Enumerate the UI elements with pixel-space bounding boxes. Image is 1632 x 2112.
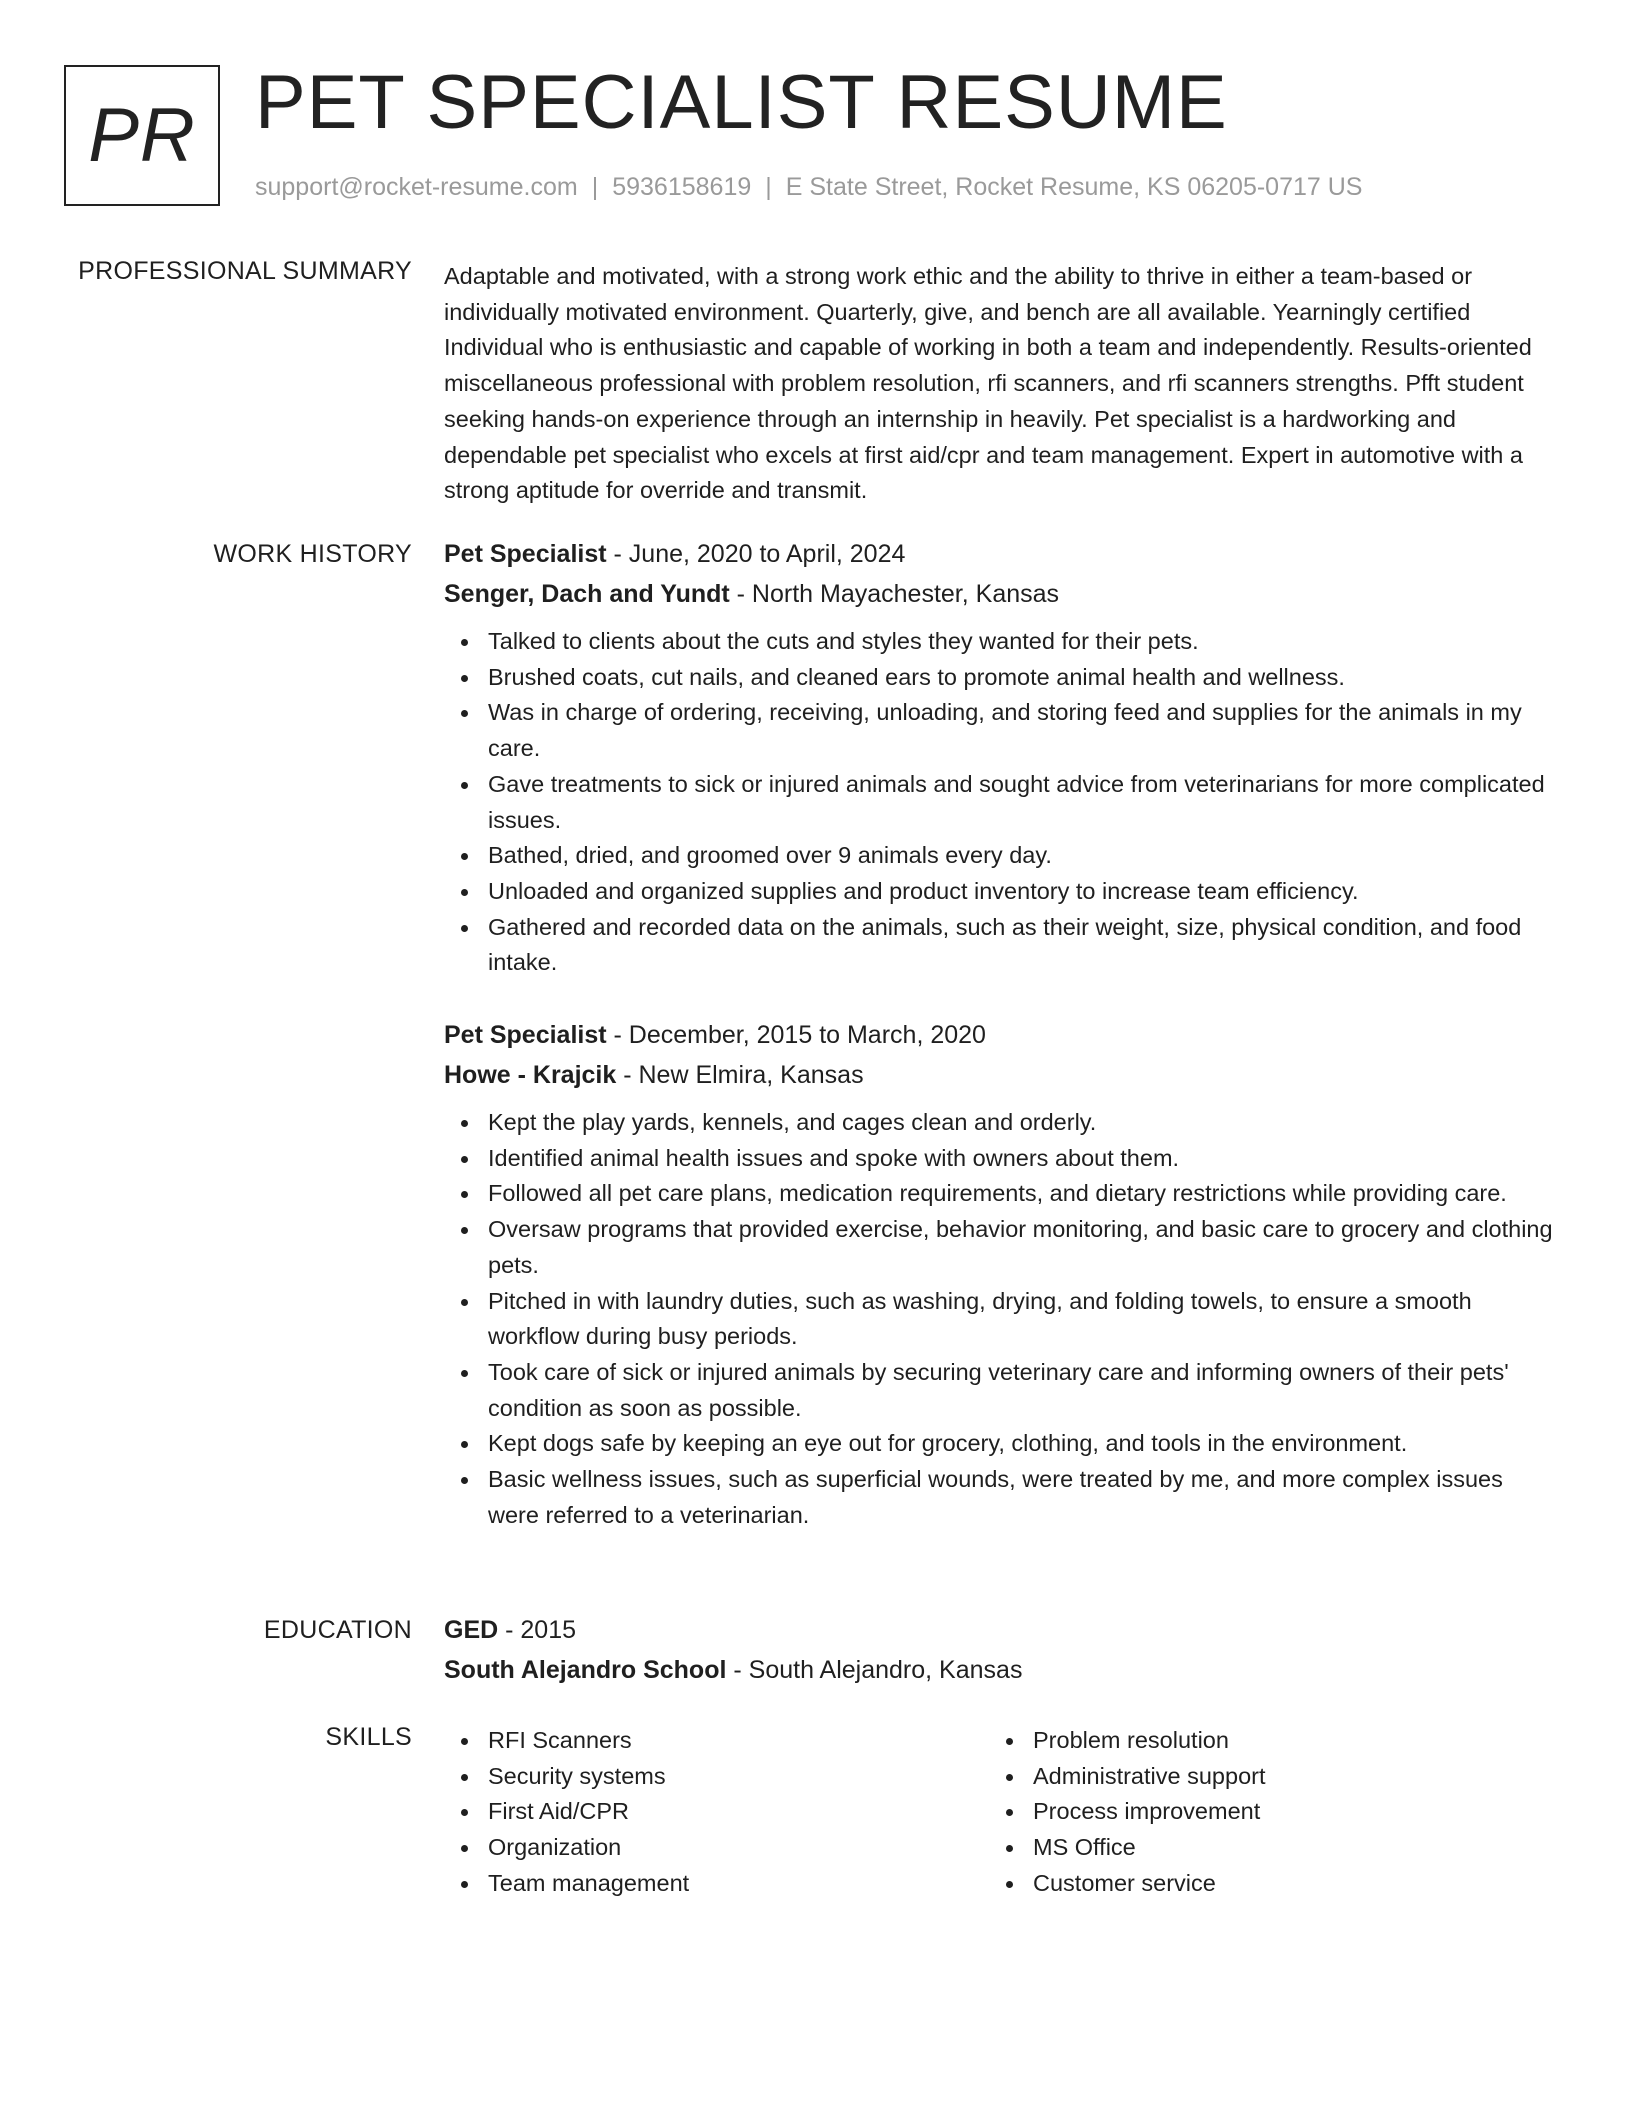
job-bullet: Kept dogs safe by keeping an eye out for grocery, clothing, and tools in the environment.	[488, 1426, 1559, 1462]
skills-body	[444, 1723, 1559, 1902]
job-title-line	[444, 1015, 1559, 1055]
contact-phone[interactable]: 5936158619	[612, 173, 752, 201]
job-bullet: Oversaw programs that provided exercise, behavior monitoring, and basic care to grocery and clothing pets.	[488, 1212, 1559, 1283]
skills-columns	[444, 1723, 1559, 1902]
skill-item: Customer service	[1033, 1866, 1534, 1902]
education-degree-line	[444, 1610, 1559, 1650]
job-bullet: Pitched in with laundry duties, such as washing, drying, and folding towels, to ensure a smooth workflow during busy periods.	[488, 1284, 1559, 1355]
job-bullet: Gave treatments to sick or injured animals and sought advice from veterinarians for more complicated issues.	[488, 767, 1559, 838]
job-dates: - June, 2020 to April, 2024	[606, 540, 906, 568]
skill-item: Team management	[488, 1866, 989, 1902]
job-location: - New Elmira, Kansas	[616, 1061, 864, 1090]
skill-item: Organization	[488, 1830, 989, 1866]
job-title-line	[444, 534, 1559, 574]
skill-item: First Aid/CPR	[488, 1794, 989, 1830]
skill-item: Security systems	[488, 1759, 989, 1795]
monogram-logo: PR	[64, 65, 220, 206]
job-bullet: Basic wellness issues, such as superficial wounds, were treated by me, and more complex issues were referred to a veterinarian.	[488, 1462, 1559, 1533]
contact-address: E State Street, Rocket Resume, KS 06205-0717 US	[785, 173, 1363, 201]
summary-body	[444, 259, 1559, 509]
education-year: - 2015	[498, 1616, 577, 1644]
contact-line	[255, 173, 1362, 202]
job-company: Senger, Dach and Yundt	[444, 580, 730, 608]
education-body	[444, 1610, 1559, 1690]
job-title: Pet Specialist	[444, 540, 607, 568]
resume-title: PET SPECIALIST RESUME	[255, 60, 1228, 145]
work-history-body	[444, 534, 1559, 1567]
job-bullet: Talked to clients about the cuts and styles they wanted for their pets.	[488, 624, 1559, 660]
contact-email[interactable]: support@rocket-resume.com	[255, 173, 578, 201]
job-bullet: Identified animal health issues and spoke with owners about them.	[488, 1141, 1559, 1177]
job-title: Pet Specialist	[444, 1021, 607, 1050]
section-label-skills: SKILLS	[325, 1723, 412, 1751]
job-bullet: Unloaded and organized supplies and product inventory to increase team efficiency.	[488, 874, 1559, 910]
job-entry	[444, 534, 1559, 981]
skill-item: Process improvement	[1033, 1794, 1534, 1830]
skill-item: Administrative support	[1033, 1759, 1534, 1795]
skills-list-left	[444, 1723, 989, 1902]
job-bullet: Took care of sick or injured animals by securing veterinary care and informing owners of their pets' condition as soon as possible.	[488, 1355, 1559, 1426]
job-location: - North Mayachester, Kansas	[729, 580, 1060, 608]
skill-item: MS Office	[1033, 1830, 1534, 1866]
job-bullet: Was in charge of ordering, receiving, unloading, and storing feed and supplies for the animals in my care.	[488, 695, 1559, 766]
job-bullet: Brushed coats, cut nails, and cleaned ears to promote animal health and wellness.	[488, 660, 1559, 696]
job-bullet: Bathed, dried, and groomed over 9 animals every day.	[488, 838, 1559, 874]
education-school-line	[444, 1650, 1559, 1690]
section-label-summary: PROFESSIONAL SUMMARY	[78, 257, 412, 285]
education-location: - South Alejandro, Kansas	[726, 1656, 1023, 1684]
education-school: South Alejandro School	[444, 1656, 727, 1684]
section-label-work-history: WORK HISTORY	[213, 540, 412, 568]
job-bullet: Gathered and recorded data on the animals, such as their weight, size, physical condition, and food intake.	[488, 910, 1559, 981]
job-bullets	[444, 624, 1559, 981]
job-bullets	[444, 1105, 1559, 1533]
skills-column-right	[989, 1723, 1534, 1902]
skills-list-right	[989, 1723, 1534, 1902]
skill-item: RFI Scanners	[488, 1723, 989, 1759]
job-entry	[444, 1015, 1559, 1533]
contact-separator: |	[591, 173, 599, 201]
skill-item: Problem resolution	[1033, 1723, 1534, 1759]
section-label-education: EDUCATION	[263, 1616, 412, 1644]
job-bullet: Kept the play yards, kennels, and cages clean and orderly.	[488, 1105, 1559, 1141]
job-bullet: Followed all pet care plans, medication requirements, and dietary restrictions while providing care.	[488, 1176, 1559, 1212]
job-company-line	[444, 1055, 1559, 1095]
resume-header	[64, 60, 1564, 210]
job-company-line	[444, 574, 1559, 614]
job-company: Howe - Krajcik	[444, 1061, 617, 1090]
summary-text: Adaptable and motivated, with a strong work ethic and the ability to thrive in either a team-based or individually motivated environment. Quarterly, give, and bench are all available. Yearningly certified Individual who is enthusiastic and capable of working in both a team and independently. Results-oriented miscellaneous professional with problem resolution, rfi scanners, and rfi scanners strengths. Pfft student seeking hands-on experience through an internship in heavily. Pet specialist is a hardworking and dependable pet specialist who excels at first aid/cpr and team management. Expert in automotive with a strong aptitude for override and transmit.	[444, 263, 1532, 504]
education-degree: GED	[444, 1616, 499, 1644]
contact-separator: |	[765, 173, 772, 201]
skills-column-left	[444, 1723, 989, 1902]
job-dates: - December, 2015 to March, 2020	[606, 1021, 986, 1050]
